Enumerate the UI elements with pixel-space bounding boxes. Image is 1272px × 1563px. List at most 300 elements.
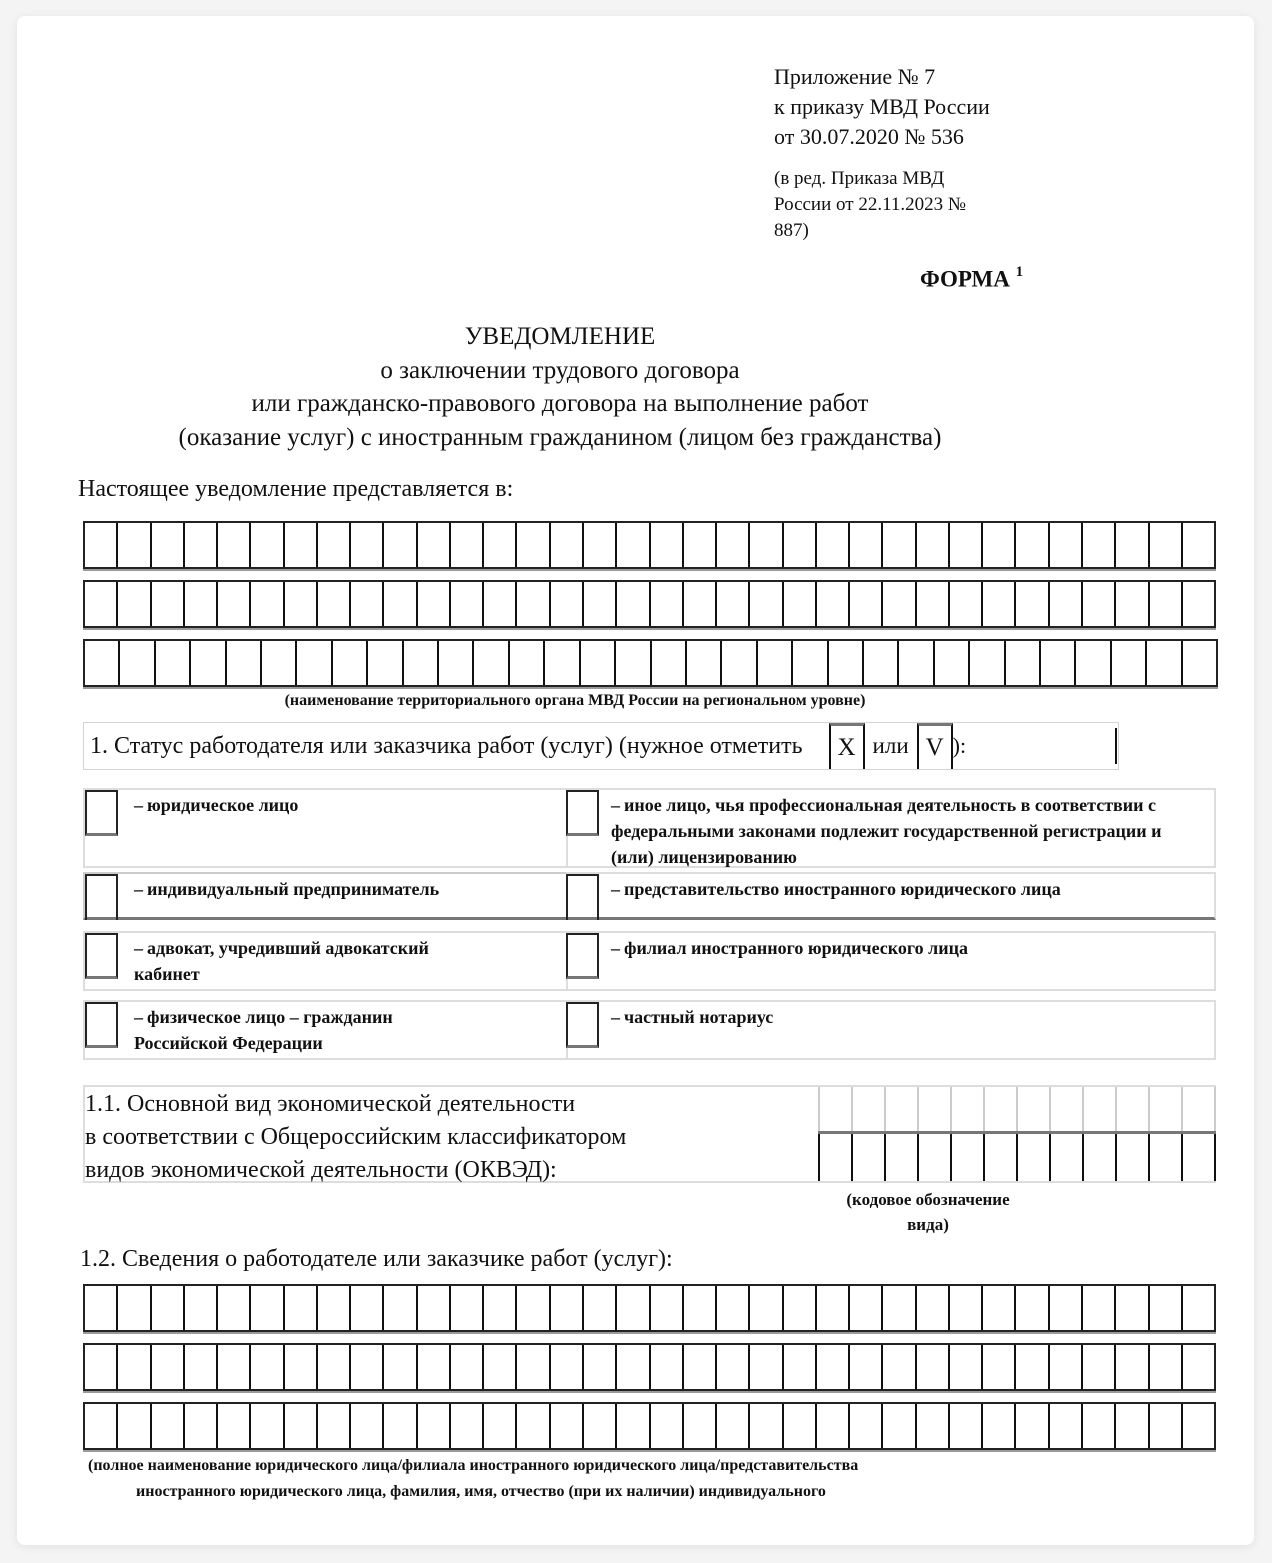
authority-name-grid-row-1[interactable] xyxy=(83,521,1216,569)
char-cell[interactable] xyxy=(1183,523,1214,567)
char-cell[interactable] xyxy=(297,641,332,685)
okved-cell-top[interactable] xyxy=(851,1087,884,1131)
char-cell[interactable] xyxy=(118,523,151,567)
char-cell[interactable] xyxy=(950,1286,983,1330)
char-cell[interactable] xyxy=(251,1286,284,1330)
dash: – xyxy=(611,795,620,815)
char-cell[interactable] xyxy=(950,1404,983,1448)
char-cell[interactable] xyxy=(218,582,251,626)
char-cell[interactable] xyxy=(318,582,351,626)
char-cell[interactable] xyxy=(1183,1286,1214,1330)
char-cell[interactable] xyxy=(983,582,1016,626)
char-cell[interactable] xyxy=(318,523,351,567)
okved-cell-top[interactable] xyxy=(950,1087,983,1131)
char-cell[interactable] xyxy=(351,1404,384,1448)
okved-cell-top[interactable] xyxy=(818,1087,851,1131)
char-cell[interactable] xyxy=(850,582,883,626)
option-lawyer[interactable] xyxy=(83,931,568,991)
char-cell[interactable] xyxy=(1150,1345,1183,1389)
char-cell[interactable] xyxy=(1183,1345,1214,1389)
okved-caption-line: (кодовое обозначение xyxy=(846,1190,1010,1209)
char-cell[interactable] xyxy=(1050,1286,1083,1330)
char-cell[interactable] xyxy=(722,641,757,685)
option-label: представительство иностранного юридического лица xyxy=(624,879,1061,899)
char-cell[interactable] xyxy=(584,1404,617,1448)
title-line: УВЕДОМЛЕНИЕ xyxy=(464,323,656,350)
char-cell[interactable] xyxy=(983,1286,1016,1330)
char-cell[interactable] xyxy=(617,1345,650,1389)
char-cell[interactable] xyxy=(517,582,550,626)
char-cell[interactable] xyxy=(983,1404,1016,1448)
checkbox-individual-entrepreneur[interactable] xyxy=(85,874,118,920)
char-cell[interactable] xyxy=(829,641,864,685)
char-cell[interactable] xyxy=(451,1286,484,1330)
okved-code-cell[interactable] xyxy=(1082,1134,1115,1181)
char-cell[interactable] xyxy=(584,1286,617,1330)
char-cell[interactable] xyxy=(285,1345,318,1389)
authority-name-caption: (наименование территориального органа МВД России на региональном уровне) xyxy=(284,692,866,709)
char-cell[interactable] xyxy=(651,582,684,626)
okved-code-cell[interactable] xyxy=(1016,1134,1049,1181)
okved-code-cell[interactable] xyxy=(1115,1134,1148,1181)
char-cell[interactable] xyxy=(285,523,318,567)
char-cell[interactable] xyxy=(1041,641,1076,685)
option-individual-entrepreneur[interactable] xyxy=(83,872,568,920)
char-cell[interactable] xyxy=(551,523,584,567)
char-cell[interactable] xyxy=(1083,523,1116,567)
okved-cell-top[interactable] xyxy=(884,1087,917,1131)
char-cell[interactable] xyxy=(717,1286,750,1330)
char-cell[interactable] xyxy=(551,1345,584,1389)
char-cell[interactable] xyxy=(750,1404,783,1448)
char-cell[interactable] xyxy=(439,641,474,685)
okved-code-cell[interactable] xyxy=(884,1134,917,1181)
appendix-line: от 30.07.2020 № 536 xyxy=(774,124,964,149)
char-cell[interactable] xyxy=(684,1404,717,1448)
appendix-reference xyxy=(774,62,990,152)
okved-caption xyxy=(818,1187,1038,1237)
char-cell[interactable] xyxy=(517,1345,550,1389)
char-cell[interactable] xyxy=(384,1286,417,1330)
char-cell[interactable] xyxy=(1150,582,1183,626)
char-cell[interactable] xyxy=(262,641,297,685)
char-cell[interactable] xyxy=(418,1286,451,1330)
char-cell[interactable] xyxy=(251,523,284,567)
char-cell[interactable] xyxy=(85,582,118,626)
char-cell[interactable] xyxy=(983,1345,1016,1389)
char-cell[interactable] xyxy=(651,1404,684,1448)
char-cell[interactable] xyxy=(883,582,916,626)
checkbox-other-licensed-person[interactable] xyxy=(566,790,599,836)
char-cell[interactable] xyxy=(384,1345,417,1389)
char-cell[interactable] xyxy=(584,582,617,626)
char-cell[interactable] xyxy=(517,523,550,567)
char-cell[interactable] xyxy=(1183,582,1214,626)
char-cell[interactable] xyxy=(227,641,262,685)
char-cell[interactable] xyxy=(1083,1286,1116,1330)
char-cell[interactable] xyxy=(152,1345,185,1389)
char-cell[interactable] xyxy=(684,1345,717,1389)
char-cell[interactable] xyxy=(750,523,783,567)
option-label: адвокат, учредивший адвокатский кабинет xyxy=(134,938,429,984)
char-cell[interactable] xyxy=(118,1286,151,1330)
option-label: индивидуальный предприниматель xyxy=(147,879,440,899)
title-line: или гражданско-правового договора на выполнение работ xyxy=(251,390,869,417)
char-cell[interactable] xyxy=(717,1404,750,1448)
char-cell[interactable] xyxy=(551,1404,584,1448)
char-cell[interactable] xyxy=(318,1404,351,1448)
char-cell[interactable] xyxy=(418,1345,451,1389)
char-cell[interactable] xyxy=(883,1404,916,1448)
char-cell[interactable] xyxy=(85,523,118,567)
char-cell[interactable] xyxy=(617,523,650,567)
employer-name-grid-row-3[interactable] xyxy=(83,1402,1216,1450)
char-cell[interactable] xyxy=(351,582,384,626)
char-cell[interactable] xyxy=(152,1404,185,1448)
option-other-licensed-person[interactable] xyxy=(566,788,1216,868)
checkbox-foreign-representative-office[interactable] xyxy=(566,874,599,920)
document-title xyxy=(60,320,1060,454)
okved-code-cell[interactable] xyxy=(1181,1134,1216,1181)
mark-v-example: V xyxy=(917,723,953,769)
char-cell[interactable] xyxy=(551,582,584,626)
char-cell[interactable] xyxy=(584,1345,617,1389)
authority-name-grid-row-2[interactable] xyxy=(83,580,1216,628)
char-cell[interactable] xyxy=(152,582,185,626)
char-cell[interactable] xyxy=(368,641,403,685)
char-cell[interactable] xyxy=(784,582,817,626)
char-cell[interactable] xyxy=(118,1404,151,1448)
char-cell[interactable] xyxy=(218,1404,251,1448)
dash: – xyxy=(611,938,620,958)
char-cell[interactable] xyxy=(156,641,191,685)
char-cell[interactable] xyxy=(484,1286,517,1330)
char-cell[interactable] xyxy=(218,1345,251,1389)
char-cell[interactable] xyxy=(864,641,899,685)
amendment-note xyxy=(774,166,1024,244)
char-cell[interactable] xyxy=(1150,1286,1183,1330)
char-cell[interactable] xyxy=(584,523,617,567)
char-cell[interactable] xyxy=(1050,523,1083,567)
char-cell[interactable] xyxy=(917,1404,950,1448)
okved-label-line: 1.1. Основной вид экономической деятельности xyxy=(85,1091,576,1117)
char-cell[interactable] xyxy=(1076,641,1111,685)
char-cell[interactable] xyxy=(484,523,517,567)
form-footnote-marker: 1 xyxy=(1015,264,1024,280)
option-label: частный нотариус xyxy=(624,1007,774,1027)
char-cell[interactable] xyxy=(120,641,155,685)
dash: – xyxy=(611,879,620,899)
option-label: иное лицо, чья профессиональная деятельность в соответствии с федеральными законами подлежит государственной регистрации и (или) лицензированию xyxy=(611,795,1162,867)
amendment-line: России от 22.11.2023 № xyxy=(774,194,966,215)
employer-name-grid-row-2[interactable] xyxy=(83,1343,1216,1391)
char-cell[interactable] xyxy=(451,582,484,626)
checkbox-lawyer[interactable] xyxy=(85,933,118,979)
okved-code-cell[interactable] xyxy=(917,1134,950,1181)
char-cell[interactable] xyxy=(218,1286,251,1330)
okved-cell-top[interactable] xyxy=(917,1087,950,1131)
char-cell[interactable] xyxy=(1112,641,1147,685)
okved-cell-top[interactable] xyxy=(983,1087,1016,1131)
form-label-text: ФОРМА xyxy=(920,266,1010,292)
char-cell[interactable] xyxy=(1083,1345,1116,1389)
char-cell[interactable] xyxy=(551,1286,584,1330)
char-cell[interactable] xyxy=(285,582,318,626)
char-cell[interactable] xyxy=(784,523,817,567)
option-foreign-branch[interactable] xyxy=(566,931,1216,991)
char-cell[interactable] xyxy=(351,1345,384,1389)
char-cell[interactable] xyxy=(85,1404,118,1448)
char-cell[interactable] xyxy=(251,582,284,626)
amendment-line: 887) xyxy=(774,220,809,241)
option-foreign-representative-office[interactable] xyxy=(566,872,1216,920)
char-cell[interactable] xyxy=(351,523,384,567)
char-cell[interactable] xyxy=(1183,1404,1214,1448)
char-cell[interactable] xyxy=(758,641,793,685)
char-cell[interactable] xyxy=(817,1404,850,1448)
checkbox-foreign-branch[interactable] xyxy=(566,933,599,979)
okved-cell-top[interactable] xyxy=(1016,1087,1049,1131)
char-cell[interactable] xyxy=(85,1345,118,1389)
char-cell[interactable] xyxy=(1116,582,1149,626)
dash: – xyxy=(611,1007,620,1027)
char-cell[interactable] xyxy=(883,1286,916,1330)
char-cell[interactable] xyxy=(883,523,916,567)
appendix-line: Приложение № 7 xyxy=(774,64,936,89)
mark-x-example: X xyxy=(829,723,865,769)
appendix-line: к приказу МВД России xyxy=(774,94,990,119)
char-cell[interactable] xyxy=(850,523,883,567)
okved-cell-top[interactable] xyxy=(1148,1087,1181,1131)
okved-code-cell[interactable] xyxy=(818,1134,851,1181)
okved-code-cell[interactable] xyxy=(983,1134,1016,1181)
char-cell[interactable] xyxy=(793,641,828,685)
char-cell[interactable] xyxy=(917,1345,950,1389)
char-cell[interactable] xyxy=(451,1404,484,1448)
dash: – xyxy=(134,879,143,899)
char-cell[interactable] xyxy=(950,523,983,567)
char-cell[interactable] xyxy=(484,582,517,626)
char-cell[interactable] xyxy=(418,523,451,567)
section-1-label: 1. Статус работодателя или заказчика работ (услуг) (нужное отметить xyxy=(90,732,803,759)
char-cell[interactable] xyxy=(1016,523,1049,567)
char-cell[interactable] xyxy=(651,1286,684,1330)
char-cell[interactable] xyxy=(935,641,970,685)
char-cell[interactable] xyxy=(185,1286,218,1330)
char-cell[interactable] xyxy=(983,523,1016,567)
char-cell[interactable] xyxy=(617,582,650,626)
char-cell[interactable] xyxy=(1016,582,1049,626)
char-cell[interactable] xyxy=(185,523,218,567)
char-cell[interactable] xyxy=(817,1286,850,1330)
char-cell[interactable] xyxy=(218,523,251,567)
form-label xyxy=(920,266,1023,293)
char-cell[interactable] xyxy=(185,1404,218,1448)
caption-line: иностранного юридического лица, фамилия, имя, отчество (при их наличии) индивидуального xyxy=(136,1483,826,1500)
checkbox-private-notary[interactable] xyxy=(566,1002,599,1048)
char-cell[interactable] xyxy=(185,582,218,626)
char-cell[interactable] xyxy=(474,641,509,685)
char-cell[interactable] xyxy=(652,641,687,685)
char-cell[interactable] xyxy=(899,641,934,685)
char-cell[interactable] xyxy=(850,1345,883,1389)
char-cell[interactable] xyxy=(970,641,1005,685)
okved-cell-top[interactable] xyxy=(1049,1087,1082,1131)
char-cell[interactable] xyxy=(817,582,850,626)
closing-paren: ): xyxy=(952,733,967,758)
okved-code-cell[interactable] xyxy=(1049,1134,1082,1181)
option-private-notary[interactable] xyxy=(566,1000,1216,1060)
char-cell[interactable] xyxy=(1116,1286,1149,1330)
char-cell[interactable] xyxy=(517,1286,550,1330)
char-cell[interactable] xyxy=(750,1345,783,1389)
char-cell[interactable] xyxy=(717,523,750,567)
okved-code-cell[interactable] xyxy=(950,1134,983,1181)
char-cell[interactable] xyxy=(1183,641,1216,685)
checkbox-individual-citizen[interactable] xyxy=(85,1002,118,1048)
char-cell[interactable] xyxy=(404,641,439,685)
char-cell[interactable] xyxy=(285,1404,318,1448)
char-cell[interactable] xyxy=(251,1345,284,1389)
char-cell[interactable] xyxy=(687,641,722,685)
char-cell[interactable] xyxy=(684,582,717,626)
char-cell[interactable] xyxy=(917,1286,950,1330)
char-cell[interactable] xyxy=(651,523,684,567)
authority-name-grid-row-3[interactable] xyxy=(83,639,1218,687)
char-cell[interactable] xyxy=(684,1286,717,1330)
char-cell[interactable] xyxy=(517,1404,550,1448)
char-cell[interactable] xyxy=(152,1286,185,1330)
title-line: (оказание услуг) с иностранным гражданином (лицом без гражданства) xyxy=(178,423,942,451)
caption-line: (полное наименование юридического лица/филиала иностранного юридического лица/представительства xyxy=(88,1457,859,1474)
char-cell[interactable] xyxy=(616,641,651,685)
dash: – xyxy=(134,938,143,958)
char-cell[interactable] xyxy=(85,1286,118,1330)
amendment-line: (в ред. Приказа МВД xyxy=(774,168,945,189)
char-cell[interactable] xyxy=(545,641,580,685)
char-cell[interactable] xyxy=(1016,1286,1049,1330)
char-cell[interactable] xyxy=(717,1345,750,1389)
okved-cell-top[interactable] xyxy=(1115,1087,1148,1131)
dash: – xyxy=(134,1007,143,1027)
char-cell[interactable] xyxy=(333,641,368,685)
okved-caption-line: вида) xyxy=(907,1215,949,1234)
char-cell[interactable] xyxy=(384,582,417,626)
char-cell[interactable] xyxy=(418,1404,451,1448)
char-cell[interactable] xyxy=(185,1345,218,1389)
char-cell[interactable] xyxy=(191,641,226,685)
char-cell[interactable] xyxy=(1116,1404,1149,1448)
section-1-2-label: 1.2. Сведения о работодателе или заказчике работ (услуг): xyxy=(80,1246,673,1272)
char-cell[interactable] xyxy=(118,582,151,626)
char-cell[interactable] xyxy=(1150,1404,1183,1448)
char-cell[interactable] xyxy=(917,582,950,626)
char-cell[interactable] xyxy=(1050,582,1083,626)
okved-label-line: видов экономической деятельности (ОКВЭД): xyxy=(85,1157,557,1183)
char-cell[interactable] xyxy=(717,582,750,626)
option-label: филиал иностранного юридического лица xyxy=(624,938,968,958)
submission-label: Настоящее уведомление представляется в: xyxy=(78,476,514,502)
char-cell[interactable] xyxy=(318,1345,351,1389)
char-cell[interactable] xyxy=(1050,1404,1083,1448)
char-cell[interactable] xyxy=(1016,1404,1049,1448)
okved-code-cell[interactable] xyxy=(1148,1134,1181,1181)
option-legal-entity[interactable] xyxy=(83,788,568,868)
char-cell[interactable] xyxy=(484,1345,517,1389)
option-label: физическое лицо – гражданин Российской Федерации xyxy=(134,1007,393,1053)
char-cell[interactable] xyxy=(510,641,545,685)
char-cell[interactable] xyxy=(684,523,717,567)
dash: – xyxy=(134,795,143,815)
char-cell[interactable] xyxy=(1147,641,1182,685)
char-cell[interactable] xyxy=(451,1345,484,1389)
char-cell[interactable] xyxy=(784,1286,817,1330)
or-label: или xyxy=(872,733,909,758)
char-cell[interactable] xyxy=(617,1286,650,1330)
char-cell[interactable] xyxy=(351,1286,384,1330)
char-cell[interactable] xyxy=(1150,523,1183,567)
char-cell[interactable] xyxy=(817,1345,850,1389)
employer-name-caption xyxy=(88,1453,1088,1505)
title-line: о заключении трудового договора xyxy=(380,356,740,384)
char-cell[interactable] xyxy=(384,1404,417,1448)
char-cell[interactable] xyxy=(950,1345,983,1389)
char-cell[interactable] xyxy=(85,641,120,685)
checkbox-legal-entity[interactable] xyxy=(85,790,118,836)
char-cell[interactable] xyxy=(784,1345,817,1389)
char-cell[interactable] xyxy=(784,1404,817,1448)
char-cell[interactable] xyxy=(1116,1345,1149,1389)
char-cell[interactable] xyxy=(950,582,983,626)
okved-label-line: в соответствии с Общероссийским классификатором xyxy=(85,1124,627,1150)
char-cell[interactable] xyxy=(883,1345,916,1389)
okved-code-grid[interactable] xyxy=(818,1134,1216,1181)
char-cell[interactable] xyxy=(418,582,451,626)
char-cell[interactable] xyxy=(917,523,950,567)
okved-label xyxy=(85,1088,626,1187)
okved-code-cell[interactable] xyxy=(851,1134,884,1181)
char-cell[interactable] xyxy=(1083,1404,1116,1448)
okved-cell-top[interactable] xyxy=(1181,1087,1216,1131)
char-cell[interactable] xyxy=(817,523,850,567)
char-cell[interactable] xyxy=(152,523,185,567)
char-cell[interactable] xyxy=(617,1404,650,1448)
section-1-status-header xyxy=(83,722,1119,770)
char-cell[interactable] xyxy=(484,1404,517,1448)
char-cell[interactable] xyxy=(251,1404,284,1448)
char-cell[interactable] xyxy=(850,1404,883,1448)
char-cell[interactable] xyxy=(651,1345,684,1389)
char-cell[interactable] xyxy=(750,582,783,626)
char-cell[interactable] xyxy=(581,641,616,685)
okved-cell-top[interactable] xyxy=(1082,1087,1115,1131)
char-cell[interactable] xyxy=(318,1286,351,1330)
option-label: юридическое лицо xyxy=(147,795,299,815)
char-cell[interactable] xyxy=(1050,1345,1083,1389)
char-cell[interactable] xyxy=(384,523,417,567)
char-cell[interactable] xyxy=(118,1345,151,1389)
char-cell[interactable] xyxy=(850,1286,883,1330)
employer-name-grid-row-1[interactable] xyxy=(83,1284,1216,1332)
option-individual-citizen[interactable] xyxy=(83,1000,568,1060)
char-cell[interactable] xyxy=(750,1286,783,1330)
char-cell[interactable] xyxy=(285,1286,318,1330)
char-cell[interactable] xyxy=(1116,523,1149,567)
char-cell[interactable] xyxy=(1083,582,1116,626)
char-cell[interactable] xyxy=(1006,641,1041,685)
char-cell[interactable] xyxy=(1016,1345,1049,1389)
char-cell[interactable] xyxy=(451,523,484,567)
